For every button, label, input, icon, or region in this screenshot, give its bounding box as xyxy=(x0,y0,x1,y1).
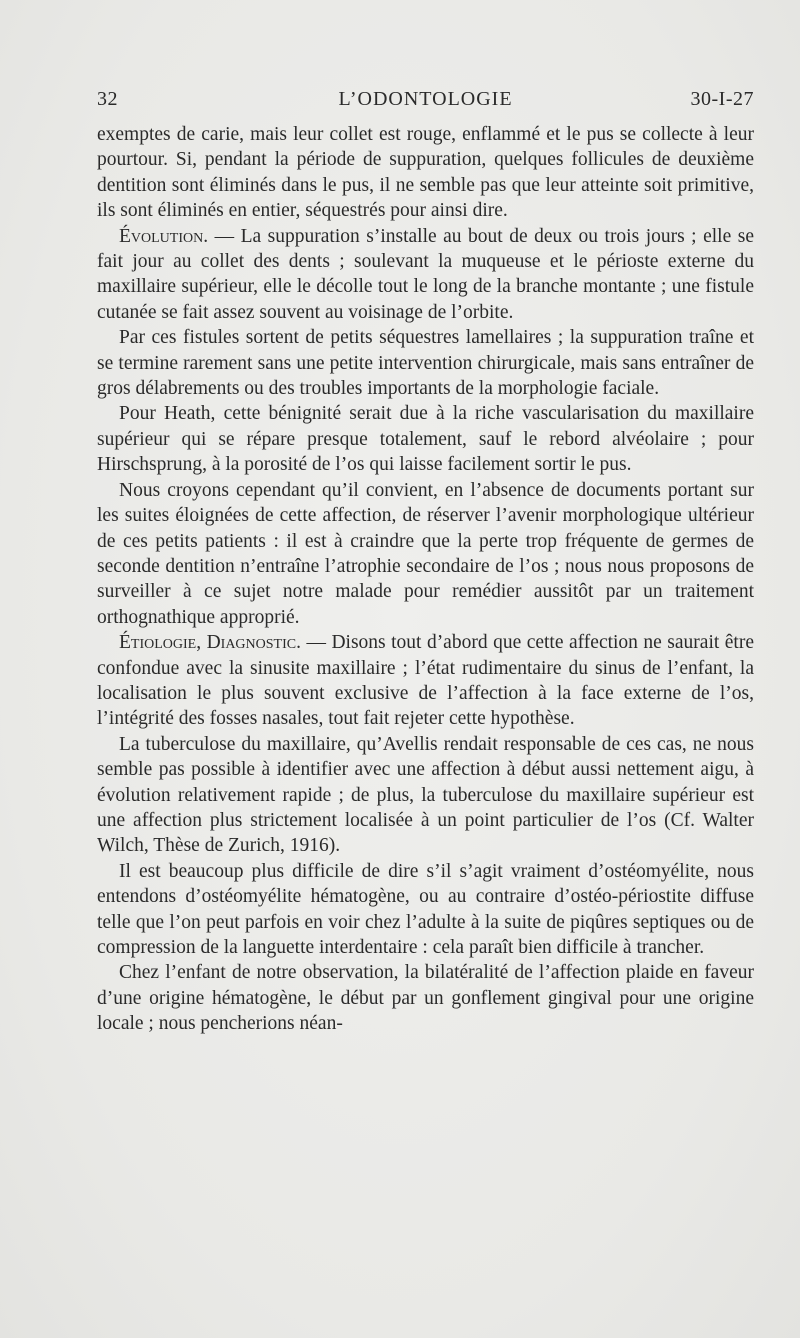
paragraph-3 xyxy=(97,325,754,401)
section-heading-evolution: Évolution. xyxy=(119,225,209,247)
paragraph-9-text: Chez l’enfant de notre observation, la bilatéralité de l’affection plaide en faveur d’une origine hématogène, le début par un gonflement gingival pour une origine locale ; nous pencherions néan- xyxy=(97,962,754,1035)
paragraph-evolution xyxy=(97,224,754,326)
journal-title: L’ODONTOLOGIE xyxy=(338,88,513,110)
paragraph-etiologie xyxy=(97,630,754,732)
paragraph-9 xyxy=(97,960,754,1036)
section-heading-etiologie-diagnostic: Étiologie, Diagnostic. xyxy=(119,632,301,654)
paragraph-4-text: Pour Heath, cette bénignité serait due à la riche vascularisation du maxillaire supérieur qui se répare presque totalement, sauf le rebord alvéolaire ; pour Hirschsprung, à la porosité de l’os qui laisse facilement sortir le pus. xyxy=(97,403,754,476)
paragraph-8 xyxy=(97,859,754,961)
paragraph-7-text: La tuberculose du maxillaire, qu’Avellis rendait responsable de ces cas, ne nous semble pas possible à identifier avec une affection à début aussi nettement aigu, à évolution relativement rapide ; de plus, la tuberculose du maxillaire supérieur est une affection plus strictement localisée à un point particulier de l’os (Cf. Walter Wilch, Thèse de Zurich, 1916). xyxy=(97,733,754,857)
issue-date: 30-I-27 xyxy=(690,88,754,110)
paragraph-1 xyxy=(97,122,754,224)
paragraph-8-text: Il est beaucoup plus difficile de dire s’il s’agit vraiment d’ostéomyélite, nous entendons d’ostéomyélite hématogène, ou au contraire d’ostéo-périostite diffuse telle que l’on peut parfois en voir chez l’adulte à la suite de piqûres septiques ou de compression de la languette interdentaire : cela paraît bien difficile à trancher. xyxy=(97,860,754,958)
page-number: 32 xyxy=(97,88,118,110)
paragraph-3-text: Par ces fistules sortent de petits séquestres lamellaires ; la suppuration traîne et se termine rarement sans une petite intervention chirurgicale, mais sans entraîner de gros délabrements ou des troubles importants de la morphologie faciale. xyxy=(97,327,754,400)
paragraph-1-text: exemptes de carie, mais leur collet est rouge, enflammé et le pus se collecte à leur pourtour. Si, pendant la période de suppuration, quelques follicules de deuxième dentition sont éliminés dans le pus, il ne semble pas que leur atteinte soit primitive, ils sont éliminés en entier, séquestrés pour ainsi dire. xyxy=(97,124,754,222)
paragraph-etiologie-text: — Disons tout d’abord que cette affection ne saurait être confondue avec la sinusite maxillaire ; l’état rudimentaire du sinus de l’enfant, la localisation le plus souvent exclusive de l’affection à la face externe de l’os, l’intégrité des fosses nasales, tout fait rejeter cette hypothèse. xyxy=(97,632,754,730)
paragraph-4 xyxy=(97,401,754,477)
paragraph-evolution-text: — La suppuration s’installe au bout de deux ou trois jours ; elle se fait jour au collet des dents ; soulevant la muqueuse et le périoste externe du maxillaire supérieur, elle le décolle tout le long de la branche montante ; une fistule cutanée se fait assez souvent au voisinage de l’orbite. xyxy=(97,225,754,323)
paragraph-5 xyxy=(97,478,754,630)
paragraph-5-text: Nous croyons cependant qu’il convient, en l’absence de documents portant sur les suites éloignées de cette affection, de réserver l’avenir morphologique ultérieur de ces petits patients : il est à craindre que la perte trop fréquente de germes de seconde dentition n’entraîne l’atrophie secondaire de l’os ; nous nous proposons de surveiller à ce sujet notre malade pour remédier aussitôt par un traitement orthognathique approprié. xyxy=(97,479,754,628)
paragraph-7 xyxy=(97,732,754,859)
body-text xyxy=(97,122,754,1037)
running-header xyxy=(97,88,754,114)
